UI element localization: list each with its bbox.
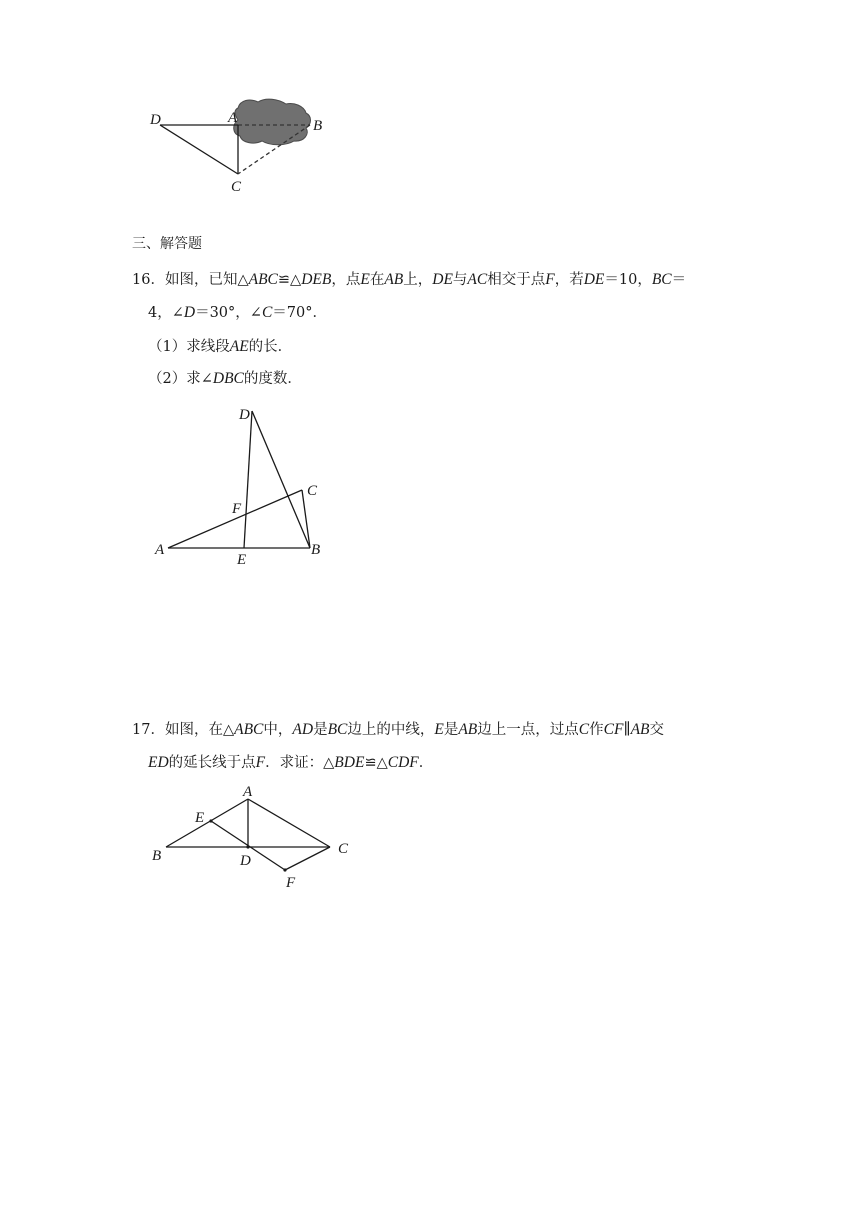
q16-text: （1）求线段: [148, 339, 230, 355]
q16-line2: [148, 303, 327, 323]
q17-var: CDF: [387, 754, 419, 771]
label-b: B: [313, 118, 323, 134]
label-d: D: [240, 853, 251, 869]
label-c: C: [307, 483, 318, 499]
label-b: B: [152, 848, 162, 864]
q17-text: 边上的中线，: [347, 722, 435, 738]
q16-text: ＝30°，∠: [195, 305, 262, 321]
q17-text: 的延长线于点: [168, 755, 256, 771]
q16-var: BC: [651, 271, 672, 288]
label-c: C: [231, 179, 242, 195]
q16-text: （2）求∠: [148, 371, 213, 387]
q16-text: 上，: [403, 272, 433, 288]
label-e: E: [195, 810, 205, 826]
q16-text: 与: [452, 272, 468, 288]
q16-line1: [132, 270, 686, 290]
segment-de: [244, 411, 252, 548]
q17-text: 交: [649, 722, 665, 738]
q16-var: DE: [432, 271, 453, 288]
segment-cf: [285, 847, 330, 870]
q16-text: 的长．: [248, 339, 293, 355]
q17-var: E: [434, 721, 444, 738]
label-a: A: [228, 110, 238, 126]
figure-16: [0, 395, 860, 580]
q16-text: ≌△: [277, 272, 302, 288]
segment-ac: [168, 490, 302, 548]
q17-number: 17．: [132, 722, 165, 738]
q16-text: ，点: [331, 272, 361, 288]
q17-var: C: [578, 721, 590, 738]
q17-text: 是: [443, 722, 459, 738]
q16-var: AB: [384, 271, 404, 288]
q16-var: DE: [583, 271, 605, 288]
q16-number: 16．: [132, 272, 165, 288]
figure-17: [0, 775, 860, 895]
q17-var: AD: [292, 721, 314, 738]
point-e: [209, 819, 212, 822]
label-d: D: [150, 112, 161, 128]
lake-blob: [234, 99, 311, 145]
segment-db: [252, 411, 310, 548]
section-title: 三、解答题: [132, 236, 202, 252]
label-f: F: [286, 875, 296, 891]
q17-var: BC: [327, 721, 348, 738]
q16-text: ＝10，: [604, 272, 652, 288]
point-d: [246, 845, 249, 848]
q16-text: 的度数．: [243, 371, 302, 387]
q16-var: F: [545, 271, 555, 288]
label-d: D: [239, 407, 250, 423]
q16-text: ，若: [554, 272, 584, 288]
q16-var: DEB: [301, 271, 332, 288]
q17-text: 是: [313, 722, 328, 738]
q16-text: ＝70°．: [272, 305, 327, 321]
q16-text: 如图，已知△: [164, 272, 249, 288]
q16-var: D: [183, 304, 196, 321]
q17-var: ABC: [234, 721, 264, 738]
q17-var: F: [255, 754, 266, 771]
q16-var: DBC: [212, 370, 244, 387]
q16-var: AE: [229, 338, 249, 355]
label-a: A: [155, 542, 165, 558]
label-e: E: [237, 552, 247, 568]
q17-var: CF∥AB: [603, 721, 650, 738]
label-a: A: [243, 784, 253, 800]
q16-text: 相交于点: [487, 272, 546, 288]
q16-var: C: [261, 304, 273, 321]
q16-var: AC: [467, 271, 488, 288]
q16-var: E: [360, 271, 370, 288]
q16-text: 4，∠: [148, 305, 184, 321]
segment-dc: [160, 125, 238, 174]
q17-text: 中，: [263, 722, 293, 738]
q17-line1: [132, 720, 664, 740]
label-c: C: [338, 841, 349, 857]
q16-subquestion-2: [148, 369, 302, 389]
label-b: B: [311, 542, 321, 558]
q17-text: 作: [589, 722, 604, 738]
q17-text: ．求证：△: [265, 755, 335, 771]
q17-var: ED: [148, 754, 169, 771]
q16-text: ＝: [671, 272, 687, 288]
q17-var: AB: [458, 721, 478, 738]
segment-ac: [248, 799, 330, 847]
q17-text: 如图，在△: [164, 722, 235, 738]
segment-ab: [166, 799, 248, 847]
q17-text: 边上一点，过点: [477, 722, 579, 738]
q17-line2: [148, 753, 433, 773]
label-f: F: [232, 501, 242, 517]
q17-text: ≌△: [364, 755, 388, 771]
q16-subquestion-1: [148, 337, 292, 357]
q17-var: BDE: [334, 754, 365, 771]
q16-text: 在: [369, 272, 385, 288]
figure-15: [0, 0, 860, 210]
q17-text: ．: [418, 755, 434, 771]
q16-var: ABC: [248, 271, 278, 288]
point-f: [283, 868, 286, 871]
